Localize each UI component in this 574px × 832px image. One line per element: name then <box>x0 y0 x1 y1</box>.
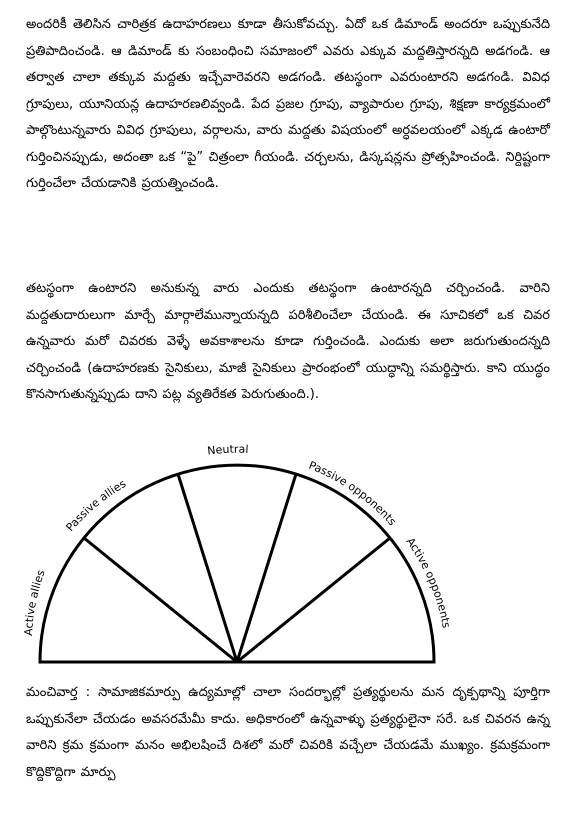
body-paragraph-3: మంచివార్త : సామాజికమార్పు ఉద్యమాల్లో చాలా సందర్భాల్లో ప్రత్యర్థులను మన దృక్పథాన్ని పూర్తిగా ఒప్పుకునేలా చేయడం అవసరమేమీ కాదు. అధికారంలో ఉన్నవాళ్ళు ప్రత్యర్థులైనా సరే. ఒక చివరన ఉన్న వారిని క్రమ క్రమంగా మనం అభిలషించే దిశలో మరో చివరికి వచ్చేలా చేయడమే ముఖ్యం. క్రమక్రమంగా కొద్దికొద్దిగా మార్పు <box>26 685 550 780</box>
divider-line-1 <box>84 538 237 662</box>
label-neutral: Neutral <box>206 442 249 458</box>
body-paragraph-2: తటస్థంగా ఉంటారని అనుకున్న వారు ఎందుకు తటస్థంగా ఉంటారన్నది చర్చించండి. వారిని మద్దతుదారులుగా మార్చే మార్గాలేమున్నాయన్నది పరిశీలించేలా చేయండి. ఈ సూచికలో ఒక చివర ఉన్నవారు మరో చివరకు వెళ్ళే అవకాశాలను కూడా గుర్తించండి. ఎందుకు అలా జరుగుతుందన్నది చర్చించండి (ఉదాహరణకు సైనికులు, మాజీ సైనికులు ప్రారంభంలో యుద్ధాన్ని సమర్థిస్తారు. కాని యుద్ధం కొనసాగుతున్నప్పుడు దాని పట్ల వ్యతిరేకత పెరుగుతుంది.). <box>26 281 550 402</box>
label-passive-allies: Passive allies <box>63 477 129 534</box>
label-passive-opponents: Passive opponents <box>306 458 399 529</box>
body-paragraph-1: అందరికీ తెలిసిన చారిత్రక ఉదాహరణలు కూడా తీసుకోవచ్చు. ఏదో ఒక డిమాండ్ అందరూ ఒప్పుకునేది ప్రతిపాదించండి. ఆ డిమాండ్ కు సంబంధించి సమాజంలో ఎవరు ఎక్కువ మద్దతిస్తారన్నది అడగండి. ఆ తర్వాత చాలా తక్కువ మద్దతు ఇచ్చేవారెవరని అడగండి. తటస్థంగా ఎవరుంటారని అడగండి. వివిధ గ్రూపులు, యూనియన్ల ఉదాహరణలివ్వండి. పేద ప్రజల గ్రూపు, వ్యాపారుల గ్రూపు, శిక్షణా కార్యక్రమంలో పాల్గొంటున్నవారు వివిధ గ్రూపులు, వర్గాలను, వారు మద్దతు విషయంలో అర్ధవలయంలో ఎక్కడ ఉంటారో గుర్తించినప్పుడు, అదంతా ఒక “పై” చిత్రంలా గీయండి. చర్చలను, డిస్కషన్లను ప్రోత్సహించండి. నిర్దిష్టంగా గుర్తించేలా చేయడానికి ప్రయత్నించండి. <box>26 17 550 191</box>
label-active-allies: Active allies <box>21 568 48 637</box>
spectrum-of-allies-diagram <box>0 440 574 680</box>
divider-line-4 <box>237 538 390 662</box>
divider-line-2 <box>178 474 237 662</box>
divider-line-3 <box>237 474 296 662</box>
label-active-opponents: Active opponents <box>403 535 453 630</box>
